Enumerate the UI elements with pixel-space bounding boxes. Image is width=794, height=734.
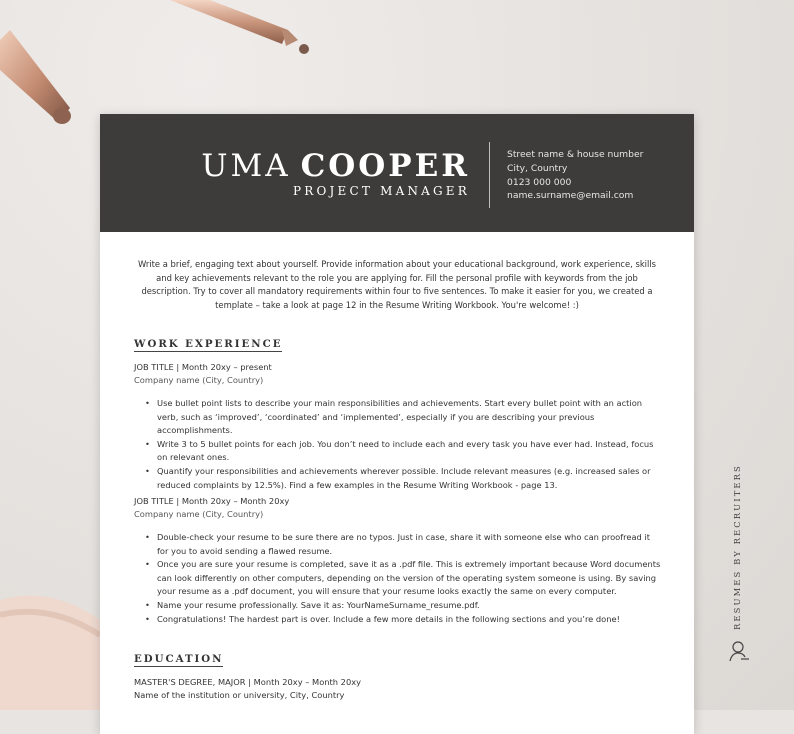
resume-header (100, 114, 694, 232)
contact-block (507, 148, 643, 203)
institution: Name of the institution or university, City, Country (134, 690, 345, 700)
job-entry-2 (134, 495, 664, 626)
education-entry (134, 676, 361, 702)
job-title: JOB TITLE | Month 20xy – present (134, 362, 272, 372)
bullet-item: • Quantify your responsibilities and achievements wherever possible. Include relevant measures (e.g. increased sales or reduced complaints by 12.5%). Find a few examples in the Resume Writing Workbook - page 13. (157, 465, 664, 492)
first-name: UMA (201, 148, 291, 184)
contact-street: Street name & house number (507, 149, 644, 160)
contact-city: City, Country (507, 162, 568, 174)
degree: MASTER'S DEGREE, MAJOR | Month 20xy – Month 20xy (134, 677, 362, 687)
bullet-item: • Name your resume professionally. Save it as: YourNameSurname_resume.pdf. (157, 599, 664, 613)
bullet-item: • Congratulations! The hardest part is over. Include a few more details in the following sections and you’re done! (157, 613, 664, 627)
job-title: JOB TITLE | Month 20xy – Month 20xy (134, 496, 290, 506)
cup-image (0, 585, 100, 710)
last-name: COOPER (300, 148, 470, 184)
education-heading: EDUCATION (134, 653, 224, 665)
job-company: Company name (City, Country) (134, 375, 264, 385)
pen-top-image (170, 0, 320, 64)
profile-summary: Write a brief, engaging text about yourself. Provide information about your educational background, work experience, skills and key achievements relevant to the role you are applying for. Fill the personal profile with keywords from the job description. Try to cover all mandatory requirements within four to five sentences. To make it easier for you, we created a template – take a look at page 12 in the Resume Writing Workbook. You're welcome! :) (137, 259, 657, 310)
job-bullets (134, 397, 664, 492)
bullet-item: • Write 3 to 5 bullet points for each job. You don’t need to include each and every task you have ever had. Instead, focus on relevant ones. (157, 438, 664, 465)
bullet-item: • Use bullet point lists to describe your main responsibilities and achievements. Start every bullet point with an action verb, such as ‘improved’, ‘coordinated’ and ‘implemented’, especially if you are describing your previous accomplishments. (157, 397, 664, 438)
job-entry-1 (134, 361, 664, 492)
job-company: Company name (City, Country) (134, 509, 264, 519)
person-logo-icon (728, 640, 750, 664)
candidate-name (201, 148, 470, 184)
header-divider (489, 142, 490, 208)
pen-left-image (0, 30, 75, 125)
brand-text: RESUMES BY RECRUITERS (732, 464, 742, 630)
bullet-item: • Double-check your resume to be sure there are no typos. Just in case, share it with someone else who can proofread it for you to avoid sending a flawed resume. (157, 531, 664, 558)
contact-phone: 0123 000 000 (507, 176, 572, 188)
work-experience-heading: WORK EXPERIENCE (134, 338, 283, 350)
resume-page (100, 114, 694, 734)
job-role: PROJECT MANAGER (292, 184, 470, 198)
bullet-item: • Once you are sure your resume is completed, save it as a .pdf file. This is extremely important because Word documents can look differently on other computers, depending on the version of the operating system someone is using. By saving your resume as a .pdf document, you will ensure that your resume looks exactly the same on every computer. (157, 558, 664, 599)
job-bullets (134, 531, 664, 626)
contact-email: name.surname@email.com (507, 190, 634, 202)
brand-watermark (724, 464, 754, 632)
